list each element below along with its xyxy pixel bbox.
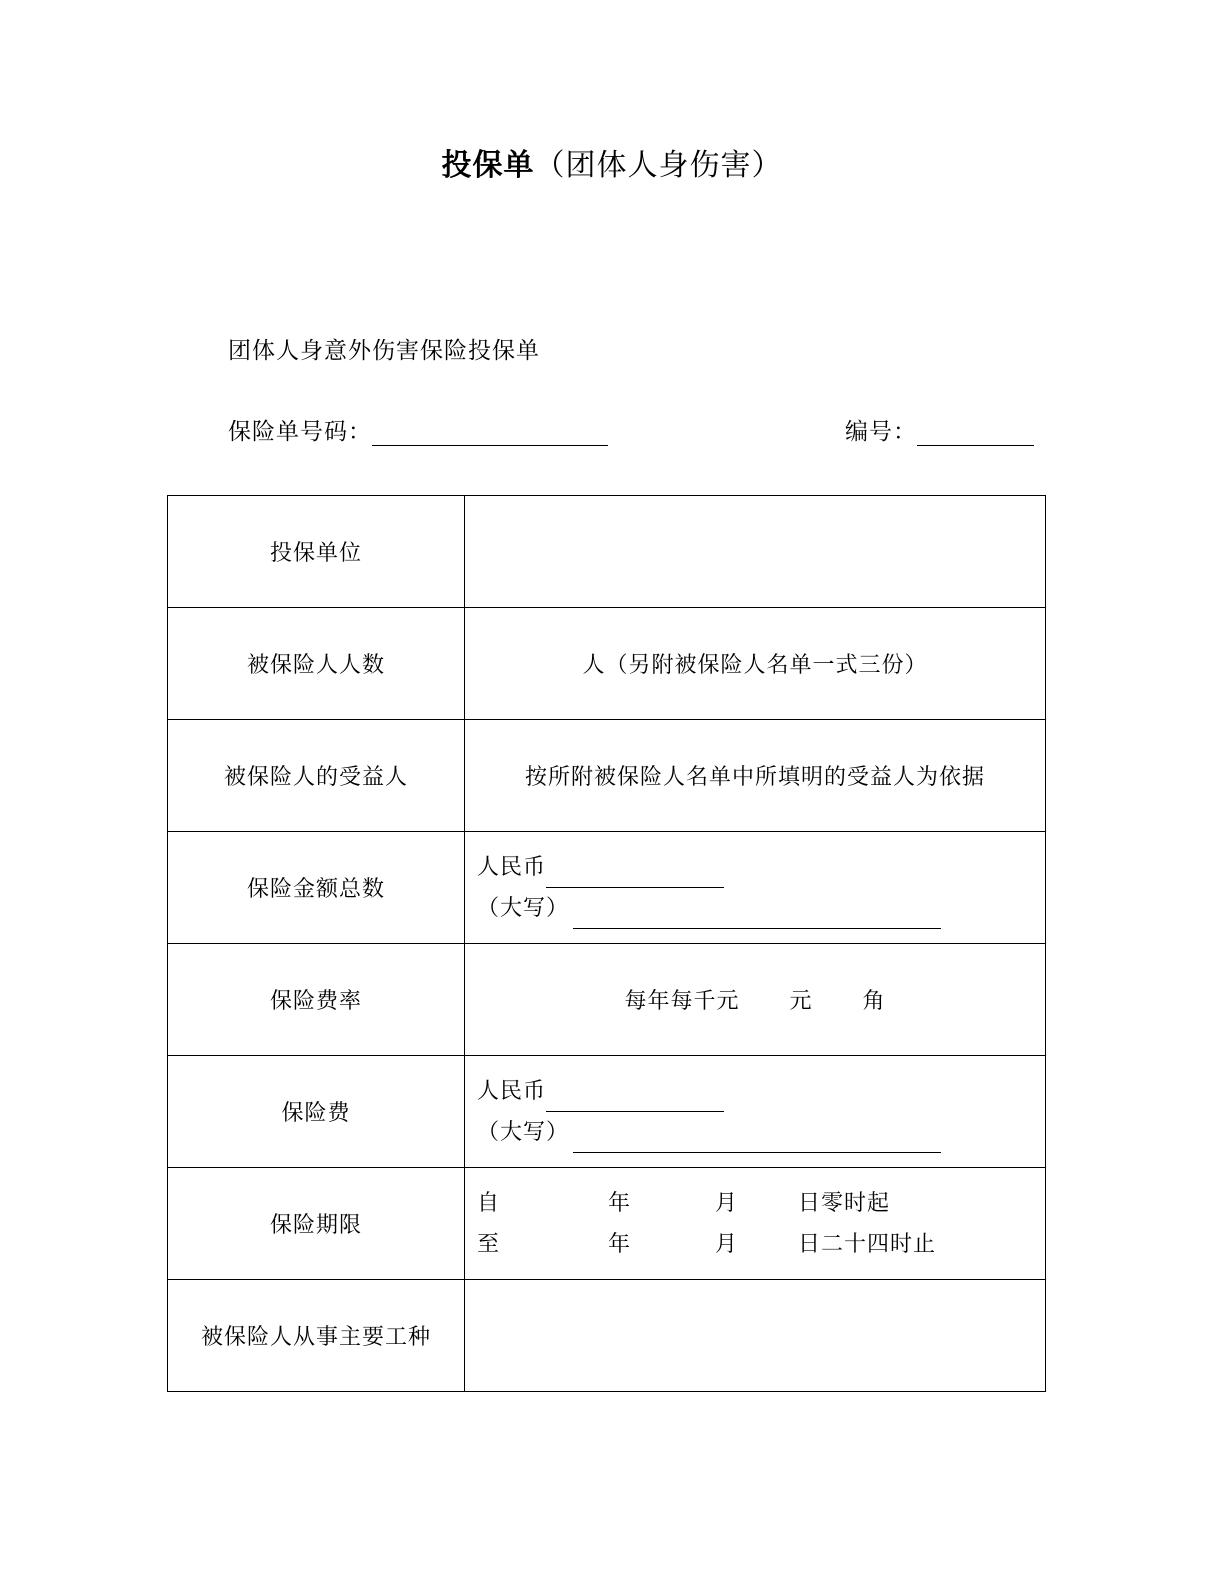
row-beneficiary bbox=[168, 720, 1046, 832]
sum-insured-rmb-label: 人民币 bbox=[477, 854, 547, 880]
serial-number-row bbox=[845, 413, 1034, 446]
rate-per-thousand: 每年每千元 bbox=[624, 989, 740, 1014]
policy-number-label: 保险单号码： bbox=[228, 419, 372, 445]
period-to: 至 bbox=[477, 1231, 501, 1257]
form-subtitle: 团体人身意外伤害保险投保单 bbox=[228, 338, 540, 364]
policy-number-row bbox=[228, 413, 608, 446]
row-sum-insured bbox=[168, 832, 1046, 944]
count-value[interactable]: 人（另附被保险人名单一式三份） bbox=[465, 608, 1046, 720]
period-value bbox=[465, 1168, 1046, 1280]
title-subtitle: （团体人身伤害） bbox=[534, 148, 783, 183]
sum-insured-words-label: （大写） bbox=[477, 895, 570, 921]
period-from-month: 月 bbox=[715, 1190, 739, 1216]
policy-number-field[interactable] bbox=[372, 421, 608, 446]
premium-label: 保险费 bbox=[168, 1056, 465, 1168]
rate-jiao: 角 bbox=[862, 989, 886, 1014]
premium-rmb-field[interactable] bbox=[546, 1087, 724, 1112]
sum-insured-label: 保险金额总数 bbox=[168, 832, 465, 944]
period-from-day: 日零时起 bbox=[798, 1190, 891, 1216]
unit-value[interactable] bbox=[465, 496, 1046, 608]
sum-insured-value bbox=[465, 832, 1046, 944]
serial-number-label: 编号： bbox=[845, 419, 917, 445]
application-table bbox=[167, 495, 1046, 1392]
period-to-day: 日二十四时止 bbox=[798, 1231, 937, 1257]
premium-words-label: （大写） bbox=[477, 1119, 570, 1145]
occupation-label: 被保险人从事主要工种 bbox=[168, 1280, 465, 1392]
beneficiary-value: 按所附被保险人名单中所填明的受益人为依据 bbox=[465, 720, 1046, 832]
unit-label: 投保单位 bbox=[168, 496, 465, 608]
row-occupation bbox=[168, 1280, 1046, 1392]
rate-yuan: 元 bbox=[789, 989, 813, 1014]
period-label: 保险期限 bbox=[168, 1168, 465, 1280]
title-bold: 投保单 bbox=[441, 148, 535, 183]
row-unit bbox=[168, 496, 1046, 608]
row-period bbox=[168, 1168, 1046, 1280]
rate-value bbox=[465, 944, 1046, 1056]
count-label: 被保险人人数 bbox=[168, 608, 465, 720]
period-to-month: 月 bbox=[715, 1231, 739, 1257]
sum-insured-rmb-field[interactable] bbox=[546, 863, 724, 888]
rate-label: 保险费率 bbox=[168, 944, 465, 1056]
period-from-year: 年 bbox=[608, 1190, 632, 1216]
sum-insured-words-field[interactable] bbox=[573, 904, 941, 929]
period-from: 自 bbox=[477, 1190, 501, 1216]
premium-value bbox=[465, 1056, 1046, 1168]
beneficiary-label: 被保险人的受益人 bbox=[168, 720, 465, 832]
serial-number-field[interactable] bbox=[917, 421, 1034, 446]
occupation-value[interactable] bbox=[465, 1280, 1046, 1392]
period-to-year: 年 bbox=[608, 1231, 632, 1257]
page-title bbox=[0, 140, 1224, 184]
row-rate bbox=[168, 944, 1046, 1056]
row-count bbox=[168, 608, 1046, 720]
row-premium bbox=[168, 1056, 1046, 1168]
premium-words-field[interactable] bbox=[573, 1128, 941, 1153]
premium-rmb-label: 人民币 bbox=[477, 1078, 547, 1104]
